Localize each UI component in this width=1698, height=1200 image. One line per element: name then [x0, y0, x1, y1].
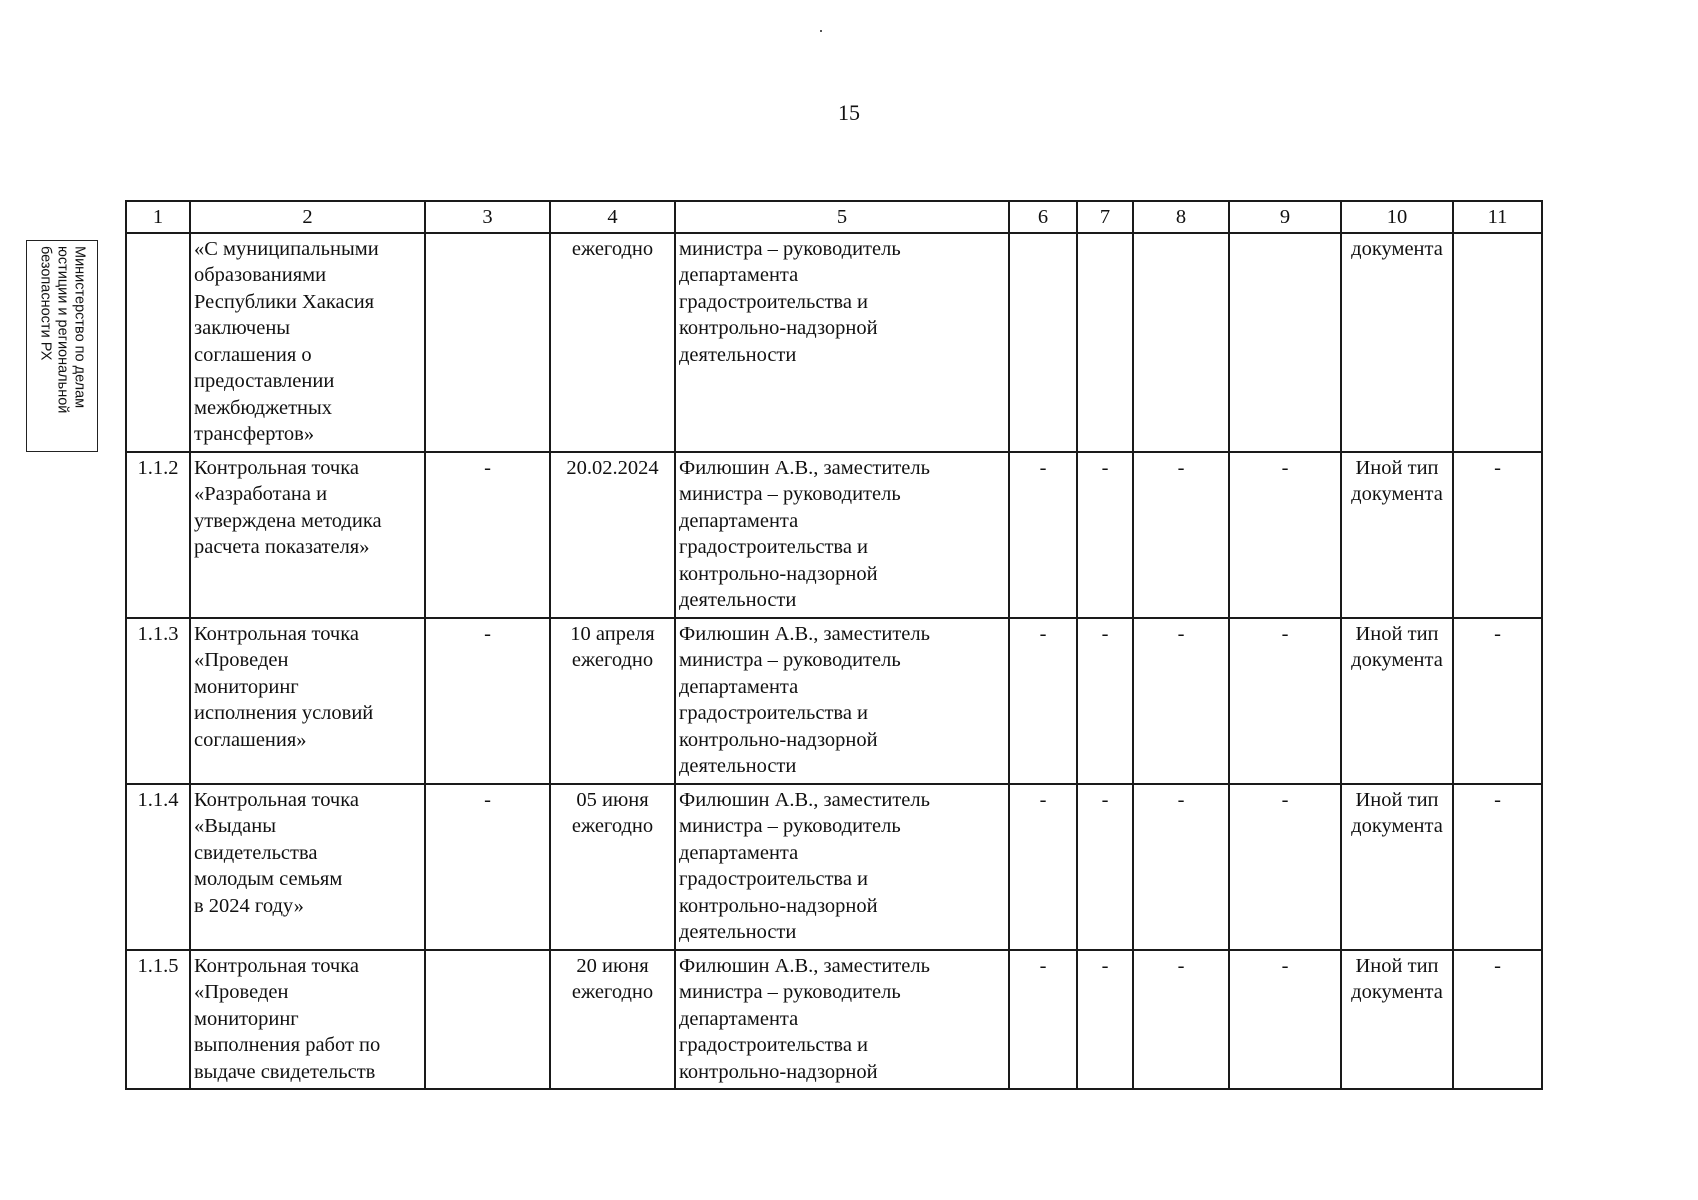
row-number: 1.1.3	[126, 618, 190, 784]
cell-col7	[1077, 233, 1133, 452]
header-cell: 1	[126, 201, 190, 233]
stamp-line-1: Министерство по делам	[71, 246, 88, 409]
scan-dot	[820, 30, 822, 32]
deadline: 20 июня ежегодно	[550, 950, 675, 1090]
row-number	[126, 233, 190, 452]
control-point-name: «С муниципальными образованиями Республики Хакасия заключены соглашения о предоставлении межбюджетных трансфертов»	[190, 233, 425, 452]
table-row	[126, 618, 1542, 784]
cell-col8: -	[1133, 784, 1229, 950]
cell-col3: -	[425, 452, 550, 618]
registration-stamp-text	[37, 246, 88, 446]
registration-stamp	[26, 240, 98, 452]
control-point-name: Контрольная точка «Проведен мониторинг выполнения работ по выдаче свидетельств	[190, 950, 425, 1090]
header-cell: 7	[1077, 201, 1133, 233]
header-cell: 8	[1133, 201, 1229, 233]
deadline: 20.02.2024	[550, 452, 675, 618]
page-number: 15	[838, 100, 860, 125]
header-cell: 3	[425, 201, 550, 233]
responsible-person: Филюшин А.В., заместитель министра – руководитель департамента градостроительства и контрольно-надзорной деятельности	[675, 452, 1009, 618]
document-type: Иной тип документа	[1341, 618, 1453, 784]
cell-col9	[1229, 233, 1341, 452]
cell-col6: -	[1009, 452, 1077, 618]
responsible-person: Филюшин А.В., заместитель министра – руководитель департамента градостроительства и контрольно-надзорной деятельности	[675, 784, 1009, 950]
table-row	[126, 452, 1542, 618]
deadline: 10 апреля ежегодно	[550, 618, 675, 784]
header-cell: 9	[1229, 201, 1341, 233]
row-number: 1.1.5	[126, 950, 190, 1090]
stamp-line-3: безопасности РХ	[37, 246, 54, 361]
cell-col9: -	[1229, 452, 1341, 618]
document-type: Иной тип документа	[1341, 950, 1453, 1090]
cell-col11: -	[1453, 618, 1542, 784]
cell-col8	[1133, 233, 1229, 452]
cell-col6: -	[1009, 784, 1077, 950]
cell-col8: -	[1133, 618, 1229, 784]
document-type: Иной тип документа	[1341, 784, 1453, 950]
responsible-person: Филюшин А.В., заместитель министра – руководитель департамента градостроительства и контрольно-надзорной деятельности	[675, 618, 1009, 784]
responsible-person: министра – руководитель департамента градостроительства и контрольно-надзорной деятельности	[675, 233, 1009, 452]
cell-col9: -	[1229, 784, 1341, 950]
row-number: 1.1.2	[126, 452, 190, 618]
cell-col3: -	[425, 784, 550, 950]
implementation-plan-table	[125, 200, 1543, 1090]
cell-col8: -	[1133, 950, 1229, 1090]
cell-col7: -	[1077, 784, 1133, 950]
control-point-name: Контрольная точка «Проведен мониторинг исполнения условий соглашения»	[190, 618, 425, 784]
cell-col6: -	[1009, 618, 1077, 784]
header-cell: 10	[1341, 201, 1453, 233]
document-type: Иной тип документа	[1341, 452, 1453, 618]
control-point-name: Контрольная точка «Разработана и утверждена методика расчета показателя»	[190, 452, 425, 618]
cell-col7: -	[1077, 950, 1133, 1090]
cell-col8: -	[1133, 452, 1229, 618]
stamp-line-2: юстиции и региональной	[54, 246, 71, 414]
header-row	[126, 201, 1542, 233]
deadline: ежегодно	[550, 233, 675, 452]
cell-col6	[1009, 233, 1077, 452]
cell-col9: -	[1229, 950, 1341, 1090]
table-row	[126, 784, 1542, 950]
header-cell: 6	[1009, 201, 1077, 233]
cell-col3: -	[425, 618, 550, 784]
cell-col7: -	[1077, 452, 1133, 618]
cell-col11: -	[1453, 452, 1542, 618]
row-number: 1.1.4	[126, 784, 190, 950]
header-cell: 11	[1453, 201, 1542, 233]
cell-col11: -	[1453, 784, 1542, 950]
cell-col3	[425, 233, 550, 452]
cell-col7: -	[1077, 618, 1133, 784]
responsible-person: Филюшин А.В., заместитель министра – руководитель департамента градостроительства и контрольно-надзорной	[675, 950, 1009, 1090]
header-cell: 5	[675, 201, 1009, 233]
header-cell: 4	[550, 201, 675, 233]
control-point-name: Контрольная точка «Выданы свидетельства молодым семьям в 2024 году»	[190, 784, 425, 950]
cell-col11: -	[1453, 950, 1542, 1090]
header-cell: 2	[190, 201, 425, 233]
deadline: 05 июня ежегодно	[550, 784, 675, 950]
document-type: документа	[1341, 233, 1453, 452]
cell-col6: -	[1009, 950, 1077, 1090]
cell-col11	[1453, 233, 1542, 452]
cell-col9: -	[1229, 618, 1341, 784]
cell-col3	[425, 950, 550, 1090]
table-row	[126, 950, 1542, 1090]
table-row	[126, 233, 1542, 452]
